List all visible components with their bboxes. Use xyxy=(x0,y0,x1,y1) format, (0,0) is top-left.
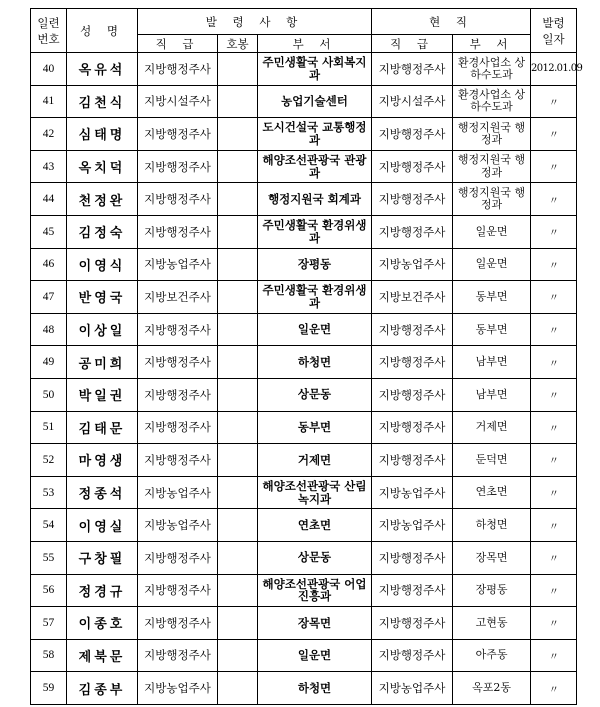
appointed-grade: 지방농업주사 xyxy=(138,476,218,509)
appointment-date: 〃 xyxy=(531,476,577,509)
appointed-grade: 지방행정주사 xyxy=(138,150,218,183)
person-name: 이영식 xyxy=(67,248,138,281)
appointed-grade: 지방행정주사 xyxy=(138,378,218,411)
appointed-grade: 지방시설주사 xyxy=(138,85,218,118)
table-row xyxy=(31,118,577,151)
serial-number: 45 xyxy=(31,215,67,248)
current-position-header: 현 직 xyxy=(372,9,531,35)
serial-number: 59 xyxy=(31,672,67,705)
appointment-date: 〃 xyxy=(531,313,577,346)
person-name: 박일권 xyxy=(67,378,138,411)
current-grade: 지방행정주사 xyxy=(372,183,453,216)
appointed-department: 동부면 xyxy=(258,411,372,444)
dept-header: 부 서 xyxy=(258,35,372,53)
appointment-date: 〃 xyxy=(531,183,577,216)
serial-number: 53 xyxy=(31,476,67,509)
appointment-date: 〃 xyxy=(531,150,577,183)
appointed-grade: 지방행정주사 xyxy=(138,183,218,216)
pay-step xyxy=(218,183,258,216)
appointment-date: 〃 xyxy=(531,607,577,640)
serial-number: 46 xyxy=(31,248,67,281)
table-row xyxy=(31,313,577,346)
appointed-department: 하청면 xyxy=(258,672,372,705)
serial-number: 55 xyxy=(31,541,67,574)
table-row xyxy=(31,509,577,542)
current-grade: 지방행정주사 xyxy=(372,607,453,640)
current-department: 환경사업소 상하수도과 xyxy=(453,85,531,118)
appointed-grade: 지방행정주사 xyxy=(138,313,218,346)
current-department: 연초면 xyxy=(453,476,531,509)
name-header: 성 명 xyxy=(67,9,138,53)
appointment-date: 〃 xyxy=(531,574,577,607)
current-grade: 지방행정주사 xyxy=(372,444,453,477)
appointment-date: 〃 xyxy=(531,672,577,705)
serial-header xyxy=(31,9,67,53)
current-department: 아주동 xyxy=(453,639,531,672)
appointed-department: 도시건설국 교통행정과 xyxy=(258,118,372,151)
pay-step xyxy=(218,574,258,607)
serial-number: 50 xyxy=(31,378,67,411)
table-row xyxy=(31,53,577,86)
table-row xyxy=(31,444,577,477)
appointment-date: 〃 xyxy=(531,444,577,477)
current-department: 행정지원국 행정과 xyxy=(453,183,531,216)
current-department: 동부면 xyxy=(453,281,531,314)
serial-number: 48 xyxy=(31,313,67,346)
appointed-department: 주민생활국 사회복지과 xyxy=(258,53,372,86)
table-row xyxy=(31,85,577,118)
person-name: 반영국 xyxy=(67,281,138,314)
pay-step xyxy=(218,118,258,151)
current-grade: 지방시설주사 xyxy=(372,85,453,118)
appointment-date: 〃 xyxy=(531,411,577,444)
pay-step xyxy=(218,509,258,542)
pay-step xyxy=(218,607,258,640)
appointed-department: 해양조선관광국 산림녹지과 xyxy=(258,476,372,509)
current-department: 장평동 xyxy=(453,574,531,607)
current-grade: 지방행정주사 xyxy=(372,574,453,607)
table-row xyxy=(31,639,577,672)
serial-number: 51 xyxy=(31,411,67,444)
appointment-header: 발 령 사 항 xyxy=(138,9,372,35)
current-grade: 지방행정주사 xyxy=(372,346,453,379)
appointed-grade: 지방보건주사 xyxy=(138,281,218,314)
serial-header-line2: 번호 xyxy=(37,31,60,46)
personnel-appointment-sheet xyxy=(30,8,583,705)
appointed-grade: 지방행정주사 xyxy=(138,411,218,444)
pay-step xyxy=(218,444,258,477)
appointment-table xyxy=(30,8,583,705)
current-department: 남부면 xyxy=(453,346,531,379)
appointed-department: 일운면 xyxy=(258,639,372,672)
appointed-department: 행정지원국 회계과 xyxy=(258,183,372,216)
appointed-department: 농업기술센터 xyxy=(258,85,372,118)
current-department: 행정지원국 행정과 xyxy=(453,118,531,151)
current-department: 하청면 xyxy=(453,509,531,542)
current-grade: 지방농업주사 xyxy=(372,509,453,542)
current-grade: 지방행정주사 xyxy=(372,215,453,248)
current-grade: 지방행정주사 xyxy=(372,541,453,574)
appointed-department: 장목면 xyxy=(258,607,372,640)
appointed-department: 하청면 xyxy=(258,346,372,379)
pay-step xyxy=(218,215,258,248)
serial-number: 44 xyxy=(31,183,67,216)
table-row xyxy=(31,150,577,183)
appointment-date: 〃 xyxy=(531,118,577,151)
table-row xyxy=(31,411,577,444)
table-row xyxy=(31,215,577,248)
current-department: 일운면 xyxy=(453,248,531,281)
person-name: 김태문 xyxy=(67,411,138,444)
serial-number: 40 xyxy=(31,53,67,86)
person-name: 이상일 xyxy=(67,313,138,346)
date-header-line1: 발령 xyxy=(542,15,565,30)
appointed-department: 상문동 xyxy=(258,541,372,574)
table-row xyxy=(31,541,577,574)
appointment-date: 〃 xyxy=(531,509,577,542)
appointment-date: 2012.01.09 xyxy=(531,53,577,86)
current-department: 둔덕면 xyxy=(453,444,531,477)
appointment-date: 〃 xyxy=(531,541,577,574)
appointment-date: 〃 xyxy=(531,215,577,248)
appointed-grade: 지방행정주사 xyxy=(138,607,218,640)
current-department: 옥포2동 xyxy=(453,672,531,705)
person-name: 옥유석 xyxy=(67,53,138,86)
appointment-date: 〃 xyxy=(531,248,577,281)
appointment-date: 〃 xyxy=(531,639,577,672)
serial-number: 41 xyxy=(31,85,67,118)
person-name: 김정숙 xyxy=(67,215,138,248)
current-department: 거제면 xyxy=(453,411,531,444)
current-department: 행정지원국 행정과 xyxy=(453,150,531,183)
current-grade: 지방행정주사 xyxy=(372,411,453,444)
appointed-grade: 지방행정주사 xyxy=(138,346,218,379)
current-department: 일운면 xyxy=(453,215,531,248)
serial-number: 57 xyxy=(31,607,67,640)
appointed-grade: 지방농업주사 xyxy=(138,672,218,705)
appointed-department: 장평동 xyxy=(258,248,372,281)
appointed-grade: 지방행정주사 xyxy=(138,118,218,151)
serial-number: 49 xyxy=(31,346,67,379)
pay-step xyxy=(218,378,258,411)
person-name: 정경규 xyxy=(67,574,138,607)
table-row xyxy=(31,346,577,379)
table-row xyxy=(31,281,577,314)
person-name: 제북문 xyxy=(67,639,138,672)
table-row xyxy=(31,476,577,509)
appointment-date: 〃 xyxy=(531,281,577,314)
pay-step xyxy=(218,411,258,444)
appointed-grade: 지방행정주사 xyxy=(138,53,218,86)
appointed-grade: 지방행정주사 xyxy=(138,444,218,477)
serial-number: 52 xyxy=(31,444,67,477)
appointment-date: 〃 xyxy=(531,85,577,118)
current-department: 남부면 xyxy=(453,378,531,411)
current-grade: 지방행정주사 xyxy=(372,378,453,411)
appointed-grade: 지방행정주사 xyxy=(138,574,218,607)
serial-number: 42 xyxy=(31,118,67,151)
date-header xyxy=(531,9,577,53)
appointed-grade: 지방농업주사 xyxy=(138,248,218,281)
pay-step xyxy=(218,53,258,86)
serial-number: 54 xyxy=(31,509,67,542)
current-grade: 지방농업주사 xyxy=(372,248,453,281)
appointed-department: 일운면 xyxy=(258,313,372,346)
serial-number: 58 xyxy=(31,639,67,672)
pay-step xyxy=(218,672,258,705)
serial-number: 56 xyxy=(31,574,67,607)
pay-step xyxy=(218,150,258,183)
current-department: 동부면 xyxy=(453,313,531,346)
serial-number: 47 xyxy=(31,281,67,314)
pay-step xyxy=(218,313,258,346)
appointment-date: 〃 xyxy=(531,346,577,379)
person-name: 심태명 xyxy=(67,118,138,151)
pay-step xyxy=(218,281,258,314)
current-grade: 지방농업주사 xyxy=(372,672,453,705)
pay-step xyxy=(218,639,258,672)
pay-step xyxy=(218,476,258,509)
pay-step xyxy=(218,541,258,574)
appointed-grade: 지방행정주사 xyxy=(138,639,218,672)
person-name: 이종호 xyxy=(67,607,138,640)
person-name: 천정완 xyxy=(67,183,138,216)
serial-number: 43 xyxy=(31,150,67,183)
current-dept-header: 부 서 xyxy=(453,35,531,53)
appointment-date: 〃 xyxy=(531,378,577,411)
table-body xyxy=(31,53,583,705)
current-department: 환경사업소 상하수도과 xyxy=(453,53,531,86)
current-grade-header: 직 급 xyxy=(372,35,453,53)
person-name: 정종석 xyxy=(67,476,138,509)
current-grade: 지방농업주사 xyxy=(372,476,453,509)
appointed-department: 주민생활국 환경위생과 xyxy=(258,281,372,314)
grade-header: 직 급 xyxy=(138,35,218,53)
table-row xyxy=(31,607,577,640)
table-row xyxy=(31,378,577,411)
appointed-grade: 지방행정주사 xyxy=(138,541,218,574)
pay-step xyxy=(218,346,258,379)
pay-step xyxy=(218,85,258,118)
current-grade: 지방행정주사 xyxy=(372,150,453,183)
appointed-grade: 지방농업주사 xyxy=(138,509,218,542)
appointed-department: 연초면 xyxy=(258,509,372,542)
appointed-department: 상문동 xyxy=(258,378,372,411)
person-name: 구창필 xyxy=(67,541,138,574)
date-header-line2: 일자 xyxy=(542,31,565,46)
current-grade: 지방보건주사 xyxy=(372,281,453,314)
pay-step xyxy=(218,248,258,281)
table-row xyxy=(31,574,577,607)
current-grade: 지방행정주사 xyxy=(372,53,453,86)
appointed-grade: 지방행정주사 xyxy=(138,215,218,248)
current-department: 장목면 xyxy=(453,541,531,574)
appointed-department: 해양조선관광국 관광과 xyxy=(258,150,372,183)
current-grade: 지방행정주사 xyxy=(372,639,453,672)
appointed-department: 해양조선관광국 어업진흥과 xyxy=(258,574,372,607)
table-row xyxy=(31,183,577,216)
person-name: 공미희 xyxy=(67,346,138,379)
person-name: 마영생 xyxy=(67,444,138,477)
person-name: 이영실 xyxy=(67,509,138,542)
serial-header-line1: 일련 xyxy=(37,15,60,30)
current-grade: 지방행정주사 xyxy=(372,118,453,151)
person-name: 김천식 xyxy=(67,85,138,118)
appointed-department: 거제면 xyxy=(258,444,372,477)
table-row xyxy=(31,672,577,705)
step-header: 호봉 xyxy=(218,35,258,53)
current-department: 고현동 xyxy=(453,607,531,640)
current-grade: 지방행정주사 xyxy=(372,313,453,346)
person-name: 김종부 xyxy=(67,672,138,705)
person-name: 옥치덕 xyxy=(67,150,138,183)
appointed-department: 주민생활국 환경위생과 xyxy=(258,215,372,248)
table-row xyxy=(31,248,577,281)
